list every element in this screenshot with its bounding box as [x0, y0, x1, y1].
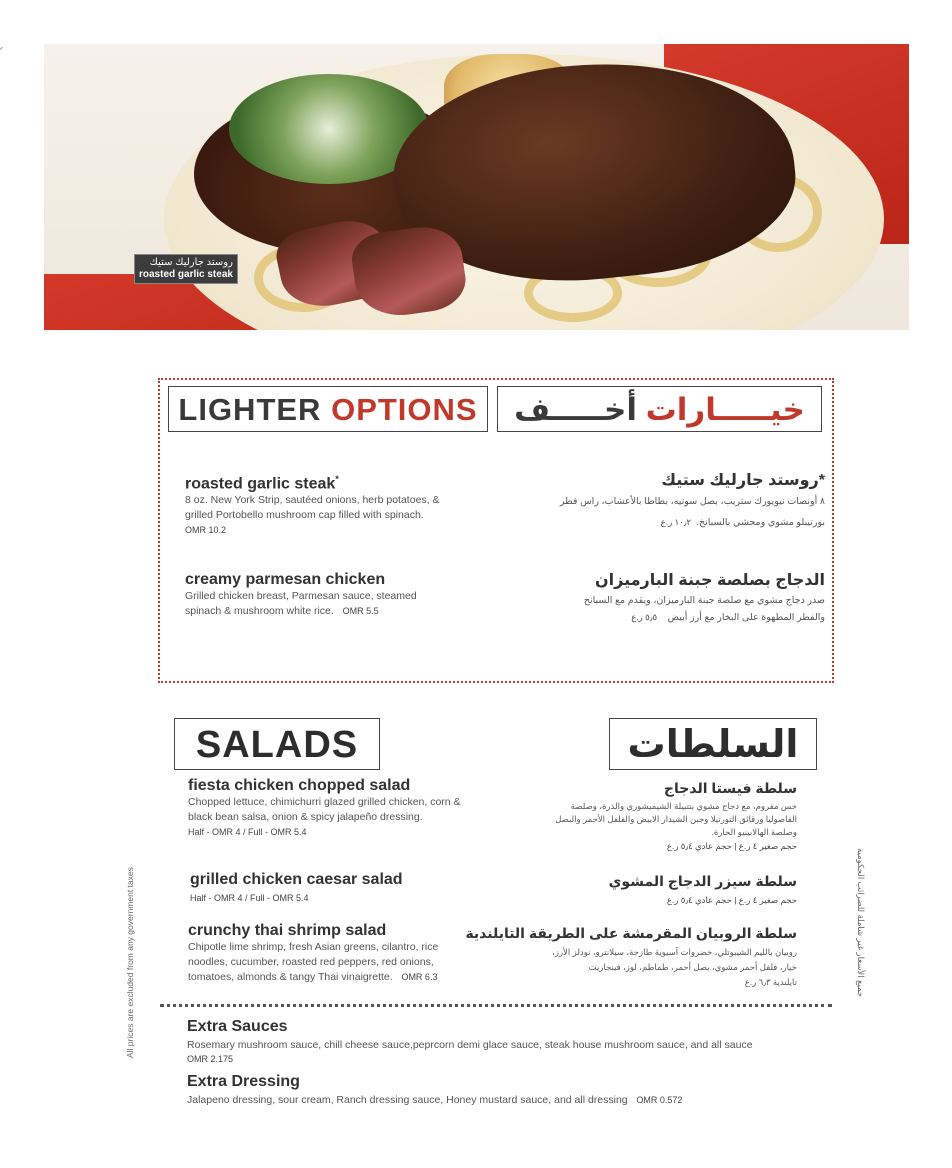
hero-photo: [44, 44, 909, 330]
item-price-ar: حجم صغير ٤ ر.ع | حجم عادي ٥٫٤ ر.ع: [666, 841, 797, 851]
extra-dressing-title: Extra Dressing: [187, 1073, 300, 1090]
extra-sauces-price: OMR 2.175: [187, 1054, 234, 1064]
item-desc-ar-text: بورتيبلو مشوي ومحشي بالسبانخ.: [696, 517, 825, 528]
photo-caption-en: roasted garlic steak: [139, 269, 233, 280]
menu-item-crunchy-thai-shrimp-salad: [188, 922, 438, 985]
photo-caption-ar: روستد جارليك ستيك: [149, 257, 233, 268]
item-name: creamy parmesan chicken: [185, 571, 386, 588]
item-desc-line3: [188, 970, 438, 985]
item-desc-ar-text: والفطر المطهوة على البخار مع أرز أبيض: [667, 612, 825, 623]
menu-item-grilled-chicken-caesar-salad-ar: [477, 873, 797, 906]
item-name-ar: سلطة فيستا الدجاج: [663, 780, 797, 796]
extra-sauces-desc: Rosemary mushroom sauce, chill cheese sauce,peprcorn demi glace sauce, steak house mushroom sauce, and all sauce: [187, 1039, 753, 1051]
menu-item-roasted-garlic-steak-ar: [495, 470, 825, 531]
item-desc-line1: 8 oz. New York Strip, sautéed onions, herb potatoes, &: [185, 494, 440, 507]
extra-dressing-desc: [187, 1094, 682, 1106]
item-desc-line1: Chopped lettuce, chimichurri glazed grilled chicken, corn &: [188, 796, 461, 808]
extra-sauces-title: Extra Sauces: [187, 1018, 288, 1035]
item-desc-ar-line1: صدر دجاج مشوي مع صلصة جبنة البارميزان، ويقدم مع السبانخ: [583, 595, 825, 606]
item-name: [185, 474, 440, 493]
item-name: grilled chicken caesar salad: [190, 871, 403, 888]
asterisk-mark: *: [335, 474, 339, 484]
item-desc-ar-line2: [495, 514, 825, 531]
title-word-lighter-ar: أخـــــف: [514, 392, 637, 427]
extra-dressing-price: OMR 0.572: [636, 1095, 683, 1105]
item-price-ar: ٥٫٥ ر.ع: [631, 612, 658, 622]
item-desc-text: spinach & mushroom white rice.: [185, 605, 334, 617]
item-desc-line2: grilled Portobello mushroom cap filled with spinach.: [185, 509, 424, 522]
extra-dressing: [187, 1073, 682, 1106]
item-name-ar: *روستد جارليك ستيك: [661, 472, 825, 489]
item-name-ar: سلطة سيزر الدجاج المشوي: [608, 873, 797, 889]
item-desc-line1: Chipotle lime shrimp, fresh Asian greens, cilantro, rice: [188, 941, 439, 953]
menu-item-roasted-garlic-steak: [185, 474, 440, 535]
item-name-ar: سلطة الروبيان المقرمشة على الطريقة التايلندية: [465, 925, 797, 941]
tax-note-en: All prices are excluded from any government taxes: [125, 867, 135, 1058]
item-desc-ar-line1: روبيان بالليم الشيبوتلي، خضروات آسيوية طازجة، سيلانترو، نودلز الأرز،: [552, 947, 797, 957]
item-desc-ar-line2: خيار، فلفل أحمر مشوي، بصل أحمر، طماطم، لوز، فينجاريت: [588, 962, 797, 972]
extra-sauces: [187, 1018, 753, 1064]
item-desc-line1: Grilled chicken breast, Parmesan sauce, steamed: [185, 590, 417, 602]
item-desc-line2: noodles, cucumber, roasted red peppers, red onions,: [188, 956, 434, 968]
photo-caption: [134, 254, 238, 284]
item-price: OMR 5.5: [342, 606, 379, 616]
item-name: fiesta chicken chopped salad: [188, 777, 411, 794]
item-desc-line2: [185, 604, 417, 619]
lighter-options-title-ar: [497, 386, 822, 432]
item-name: crunchy thai shrimp salad: [188, 922, 387, 939]
item-price-ar: ١٠٫٢ ر.ع: [660, 517, 692, 527]
title-word-lighter: LIGHTER: [178, 392, 322, 427]
menu-item-creamy-parmesan-chicken: [185, 571, 417, 619]
menu-item-creamy-parmesan-chicken-ar: [495, 570, 825, 626]
item-price: OMR 6.3: [401, 972, 438, 982]
salads-title-ar-text: السلطات: [627, 724, 799, 766]
item-desc-ar-line2: [495, 609, 825, 626]
title-word-options-ar: خيـــــارات: [645, 392, 805, 427]
menu-item-grilled-chicken-caesar-salad: [190, 871, 403, 903]
item-price: OMR 10.2: [185, 525, 227, 536]
corner-mark: [0, 47, 6, 53]
item-name-ar: الدجاج بصلصة جبنة البارميزان: [595, 572, 825, 589]
salads-title-ar: [609, 718, 817, 770]
item-desc-line2: black bean salsa, onion & spicy jalapeño dressing.: [188, 811, 423, 823]
item-desc-text: tomatoes, almonds & tangy Thai vinaigrette.: [188, 971, 393, 983]
salads-title-en: [174, 718, 380, 770]
menu-item-fiesta-chicken-chopped-salad: [188, 777, 461, 837]
salads-title-en-text: SALADS: [195, 724, 359, 766]
item-price: Half - OMR 4 / Full - OMR 5.4: [188, 827, 307, 837]
menu-item-fiesta-chicken-chopped-salad-ar: [477, 780, 797, 852]
item-desc-ar-line3: وصلصة الهالابينيو الحارة.: [711, 827, 797, 837]
menu-item-crunchy-thai-shrimp-salad-ar: [437, 925, 797, 990]
item-desc-ar-line2: الفاصوليا ورقائق التورتيلا وجبن الشيدار الابيض والفلفل الأحمر والبصل: [555, 814, 797, 824]
section-divider: [160, 1004, 832, 1007]
item-name-text: roasted garlic steak: [185, 475, 336, 493]
title-word-options: OPTIONS: [331, 392, 478, 427]
item-desc-ar-line1: خس مفروم، مع دجاج مشوي بتتبيلة الشيميشوري والذرة، وصلصة: [570, 801, 797, 811]
tax-note-ar: جميع الأسعار غير شاملة للضرائب الحكومية: [856, 848, 866, 998]
item-price: Half - OMR 4 / Full - OMR 5.4: [190, 893, 309, 903]
item-price-ar: حجم صغير ٤ ر.ع | حجم عادي ٥٫٤ ر.ع: [666, 895, 797, 905]
item-desc-ar-line3: تايلندية ٦٫٣ ر.ع: [744, 977, 797, 987]
item-desc-ar-line1: ٨ أونصات نيويورك ستريب، بصل سوتيه، بطاطا بالأعشاب، راس فطر: [559, 496, 825, 507]
extra-dressing-desc-text: Jalapeno dressing, sour cream, Ranch dressing sauce, Honey mustard sauce, and all dressing: [187, 1094, 628, 1106]
lighter-options-title-en: [168, 386, 488, 432]
